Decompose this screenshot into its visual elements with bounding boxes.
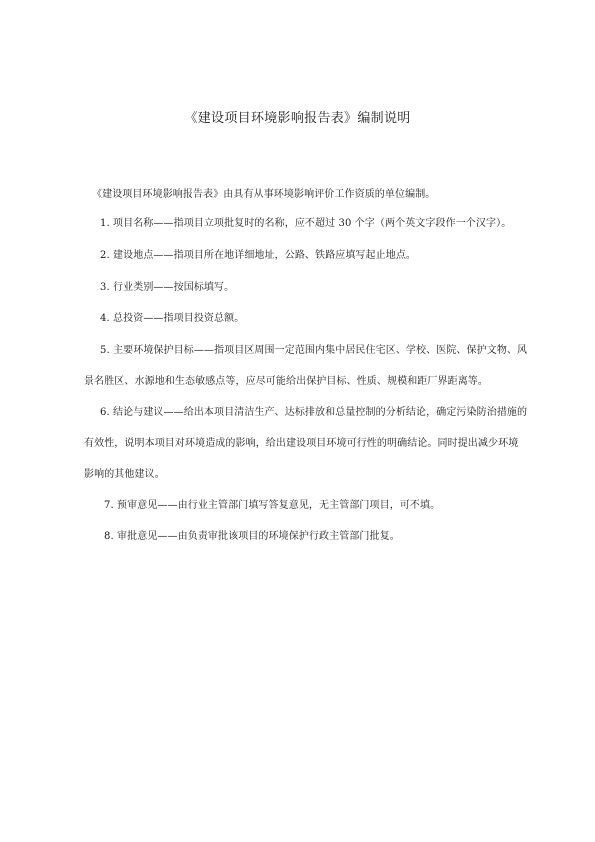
list-item-1: 1. 项目名称——指项目立项批复时的名称，应不超过 30 个字（两个英文字段作一个汉字）。	[100, 218, 512, 229]
list-item-3: 3. 行业类别——按国标填写。	[100, 282, 235, 293]
list-item-6-line-1: 6. 结论与建议——给出本项目清洁生产、达标排放和总量控制的分析结论，确定污染防治措施的	[100, 407, 528, 418]
list-item-7: 7. 预审意见——由行业主管部门填写答复意见，无主管部门项目，可不填。	[104, 500, 441, 511]
list-item-8: 8. 审批意见——由负责审批该项目的环境保护行政主管部门批复。	[104, 531, 400, 542]
page-title: 《建设项目环境影响报告表》编制说明	[184, 111, 411, 126]
list-item-4: 4. 总投资——指项目投资总额。	[100, 313, 245, 324]
list-item-5-line-1: 5. 主要环境保护目标——指项目区周围一定范围内集中居民住宅区、学校、医院、保护文物、风	[100, 345, 528, 356]
list-item-2: 2. 建设地点——指项目所在地详细地址，公路、铁路应填写起止地点。	[100, 250, 417, 261]
intro-text: 《建设项目环境影响报告表》由具有从事环境影响评价工作资质的单位编制。	[92, 189, 436, 200]
list-item-6-line-3: 影响的其他建议。	[84, 469, 165, 480]
list-item-6-line-2: 有效性，说明本项目对环境造成的影响，给出建设项目环境可行性的明确结论。同时提出减少环境	[84, 438, 519, 449]
list-item-5-line-2: 景名胜区、水源地和生态敏感点等，应尽可能给出保护目标、性质、规模和距厂界距离等。	[84, 376, 488, 387]
